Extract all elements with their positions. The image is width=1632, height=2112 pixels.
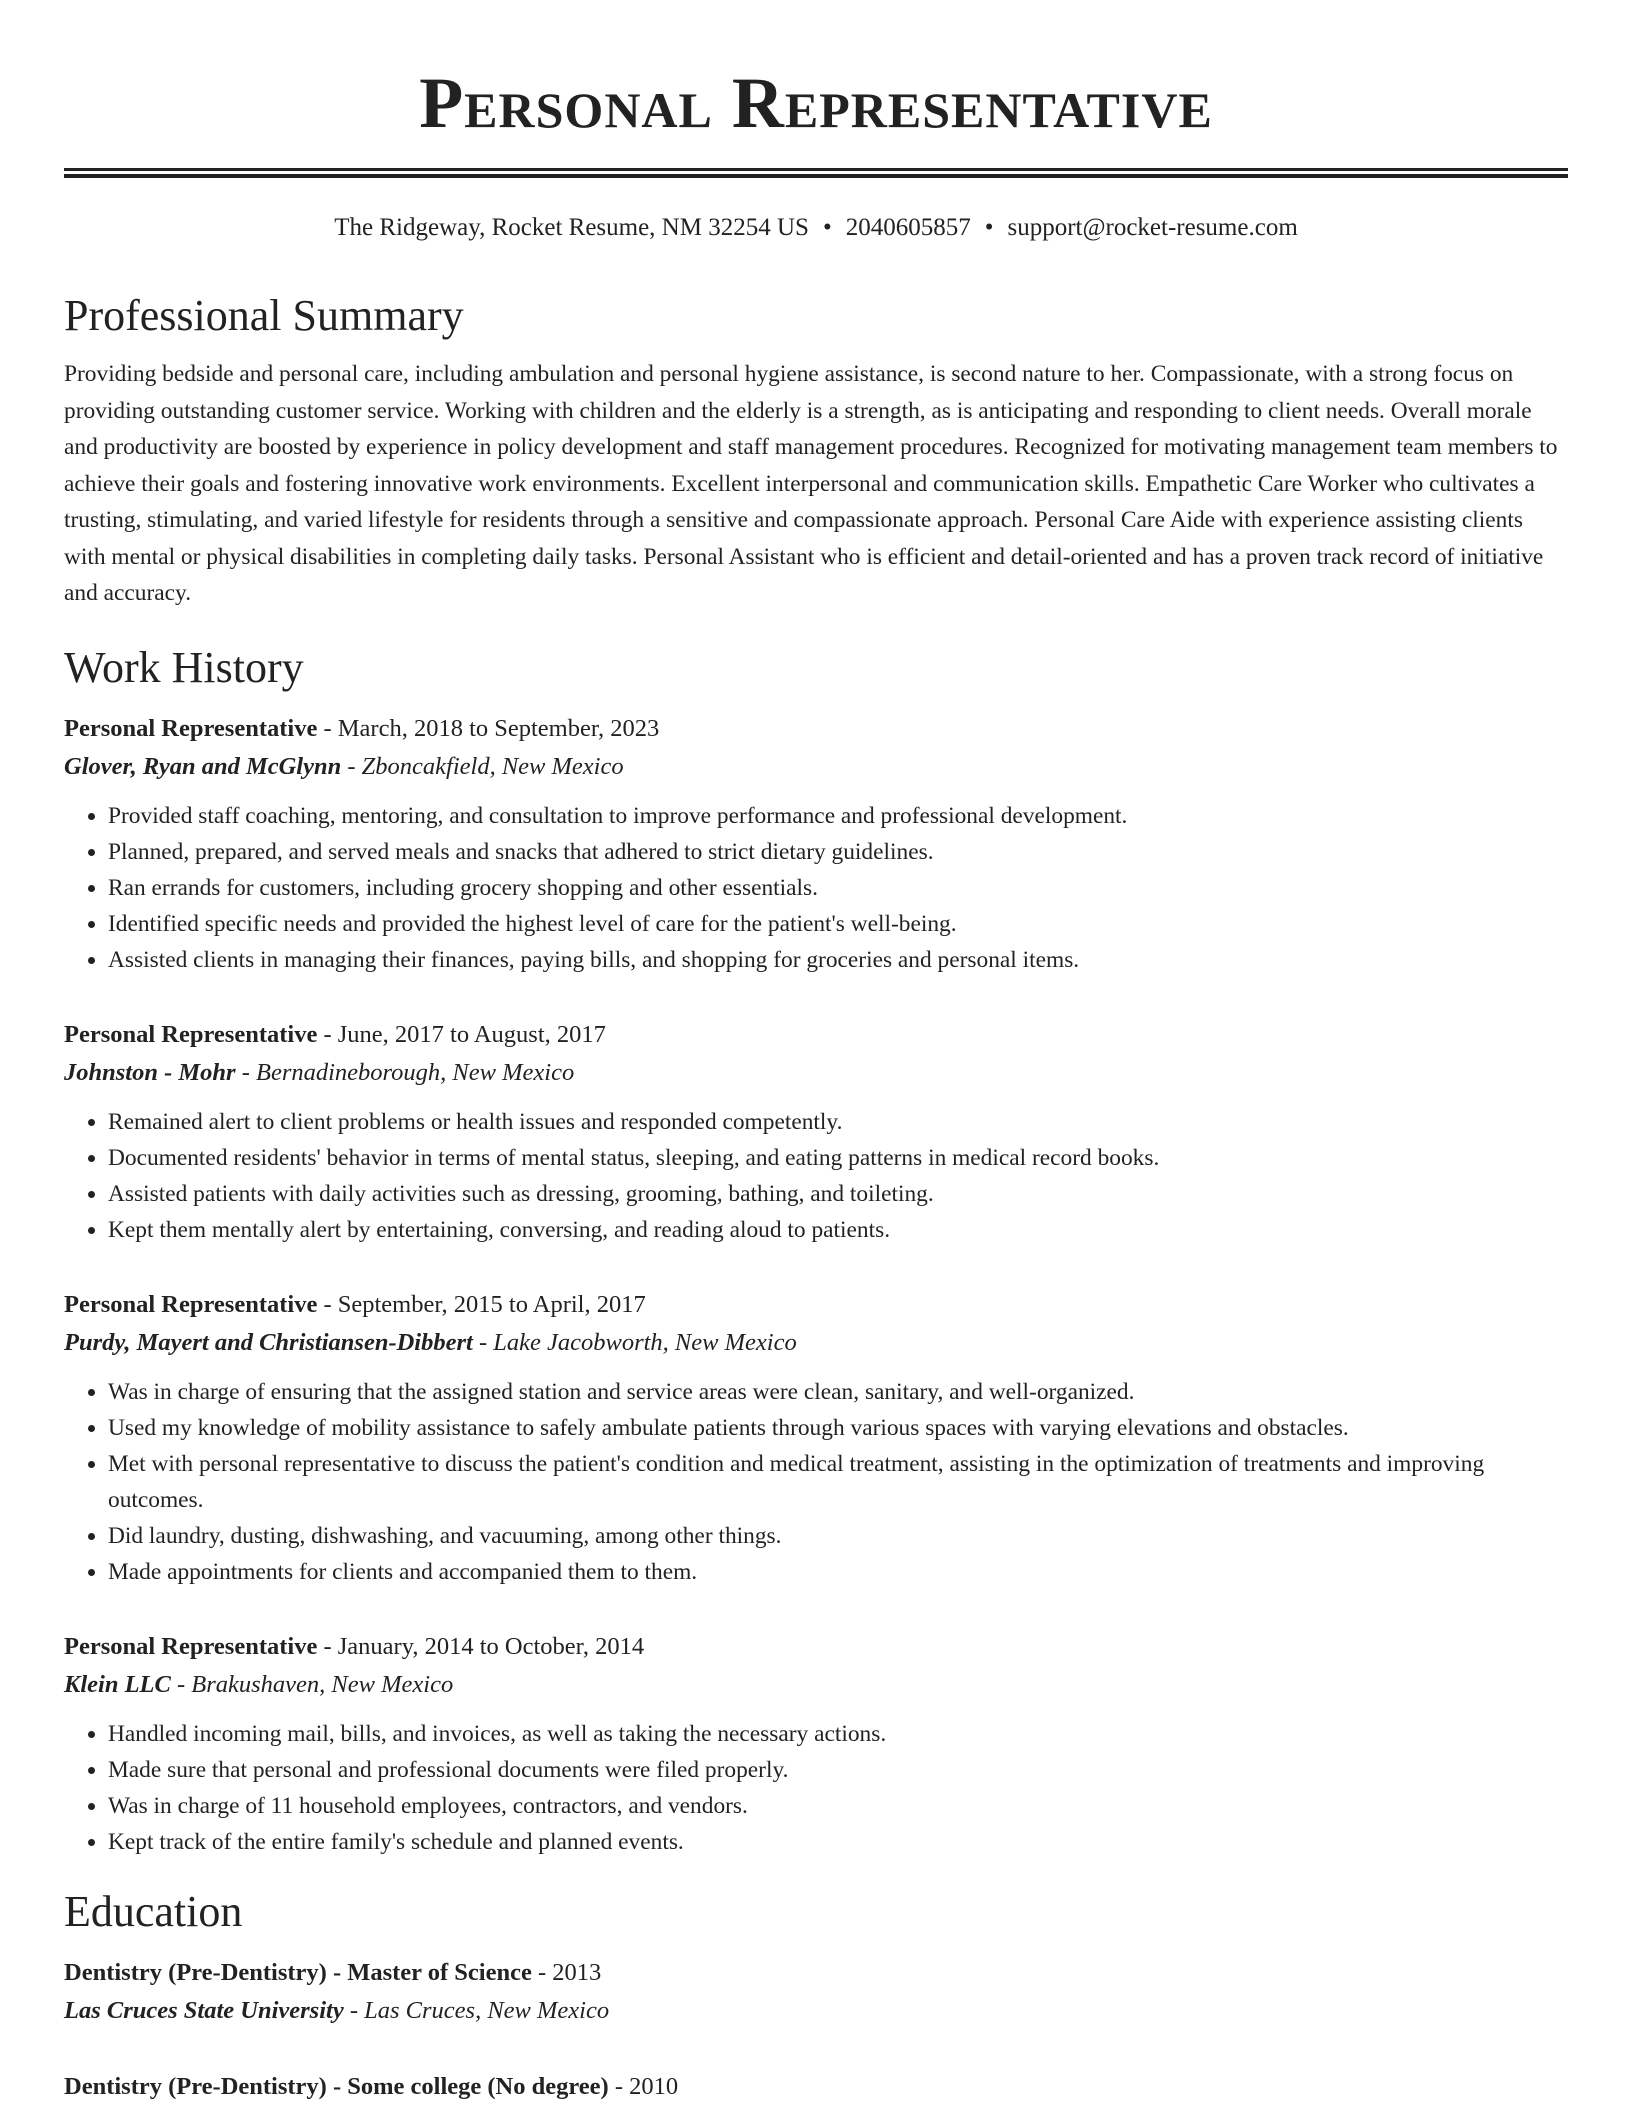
job-bullets [64, 1104, 1568, 1248]
job-bullet: • Planned, prepared, and served meals and snacks that adhered to strict dietary guidelines. [108, 834, 1568, 870]
summary-text: Providing bedside and personal care, including ambulation and personal hygiene assistance, is second nature to her. Compassionate, with a strong focus on providing outstanding customer service. Working with children and the elderly is a strength, as is anticipating and responding to client needs. Overall morale and productivity are boosted by experience in policy development and staff management procedures. Recognized for motivating management team members to achieve their goals and fostering innovative work environments. Excellent interpersonal and communication skills. Empathetic Care Worker who cultivates a trusting, stimulating, and varied lifestyle for residents through a sensitive and compassionate approach. Personal Care Aide with experience assisting clients with mental or physical disabilities in completing daily tasks. Personal Assistant who is efficient and detail-oriented and has a proven track record of initiative and accuracy. [64, 361, 1558, 606]
job-dates: - September, 2015 to April, 2017 [317, 1290, 646, 1318]
job-dates: - March, 2018 to September, 2023 [317, 714, 660, 742]
degree-year: - 2013 [531, 1958, 602, 1986]
job-entry [64, 1286, 1568, 1590]
resume-page [64, 0, 1568, 2106]
employer-line [64, 1324, 1568, 1362]
job-bullets [64, 1374, 1568, 1590]
job-title-line [64, 710, 1568, 748]
job-entry [64, 1628, 1568, 1860]
degree-line [64, 1954, 1568, 1992]
job-bullet: • Handled incoming mail, bills, and invoices, as well as taking the necessary actions. [108, 1716, 1568, 1752]
employer-line [64, 1666, 1568, 1704]
education-entry [64, 2068, 1568, 2106]
employer-location: - Brakushaven, New Mexico [170, 1670, 454, 1698]
job-title: Personal Representative [64, 714, 318, 742]
job-bullet: • Ran errands for customers, including grocery shopping and other essentials. [108, 870, 1568, 906]
contact-email: support@rocket-resume.com [1007, 214, 1298, 241]
job-title-line [64, 1628, 1568, 1666]
contact-phone: 2040605857 [845, 214, 971, 241]
job-bullet: • Made sure that personal and professional documents were filed properly. [108, 1752, 1568, 1788]
job-bullet: • Kept track of the entire family's schedule and planned events. [108, 1824, 1568, 1860]
school-name: Las Cruces State University [64, 1996, 344, 2024]
job-bullet: • Met with personal representative to discuss the patient's condition and medical treatment, assisting in the optimization of treatments and improving outcomes. [108, 1446, 1568, 1518]
job-bullet: • Was in charge of ensuring that the assigned station and service areas were clean, sanitary, and well-organized. [108, 1374, 1568, 1410]
job-bullet: • Kept them mentally alert by entertaining, conversing, and reading aloud to patients. [108, 1212, 1568, 1248]
contact-separator: • [822, 214, 832, 241]
degree-name: Dentistry (Pre-Dentistry) - Master of Science [64, 1958, 532, 1986]
degree-name: Dentistry (Pre-Dentistry) - Some college (No degree) [64, 2072, 609, 2100]
job-bullet: • Identified specific needs and provided the highest level of care for the patient's well-being. [108, 906, 1568, 942]
education-entry [64, 1954, 1568, 2030]
education-heading: Education [64, 1886, 243, 1936]
title-divider [64, 168, 1568, 178]
employer-line [64, 1054, 1568, 1092]
contact-separator: • [984, 214, 994, 241]
job-title: Personal Representative [64, 1020, 318, 1048]
work-history-heading: Work History [64, 642, 304, 692]
job-bullet: • Provided staff coaching, mentoring, and consultation to improve performance and professional development. [108, 798, 1568, 834]
job-title: Personal Representative [64, 1632, 318, 1660]
job-entry [64, 1016, 1568, 1248]
employer-name: Klein LLC [64, 1670, 171, 1698]
job-entry [64, 710, 1568, 978]
job-bullet: • Assisted patients with daily activities such as dressing, grooming, bathing, and toileting. [108, 1176, 1568, 1212]
job-bullet: • Used my knowledge of mobility assistance to safely ambulate patients through various spaces with varying elevations and obstacles. [108, 1410, 1568, 1446]
job-title-line [64, 1286, 1568, 1324]
employer-location: - Bernadineborough, New Mexico [235, 1058, 575, 1086]
job-dates: - January, 2014 to October, 2014 [317, 1632, 645, 1660]
employer-name: Johnston - Mohr [64, 1058, 236, 1086]
job-bullet: • Remained alert to client problems or health issues and responded competently. [108, 1104, 1568, 1140]
employer-name: Glover, Ryan and McGlynn [64, 752, 342, 780]
degree-line [64, 2068, 1568, 2106]
resume-title: Personal Representative [419, 63, 1213, 143]
job-bullet: • Assisted clients in managing their finances, paying bills, and shopping for groceries and personal items. [108, 942, 1568, 978]
job-bullet: • Made appointments for clients and accompanied them to them. [108, 1554, 1568, 1590]
degree-year: - 2010 [608, 2072, 679, 2100]
school-location: - Las Cruces, New Mexico [343, 1996, 610, 2024]
job-bullets [64, 1716, 1568, 1860]
job-dates: - June, 2017 to August, 2017 [317, 1020, 606, 1048]
job-bullet: • Was in charge of 11 household employees, contractors, and vendors. [108, 1788, 1568, 1824]
job-title-line [64, 1016, 1568, 1054]
employer-location: - Zboncakfield, New Mexico [341, 752, 624, 780]
job-bullets [64, 798, 1568, 978]
job-title: Personal Representative [64, 1290, 318, 1318]
contact-address: The Ridgeway, Rocket Resume, NM 32254 US [334, 214, 809, 241]
job-bullet: • Documented residents' behavior in terms of mental status, sleeping, and eating patterns in medical record books. [108, 1140, 1568, 1176]
employer-line [64, 748, 1568, 786]
employer-name: Purdy, Mayert and Christiansen-Dibbert [64, 1328, 473, 1356]
summary-heading: Professional Summary [64, 291, 464, 340]
school-line [64, 1992, 1568, 2030]
job-bullet: • Did laundry, dusting, dishwashing, and vacuuming, among other things. [108, 1518, 1568, 1554]
employer-location: - Lake Jacobworth, New Mexico [472, 1328, 797, 1356]
contact-line [64, 212, 1568, 244]
